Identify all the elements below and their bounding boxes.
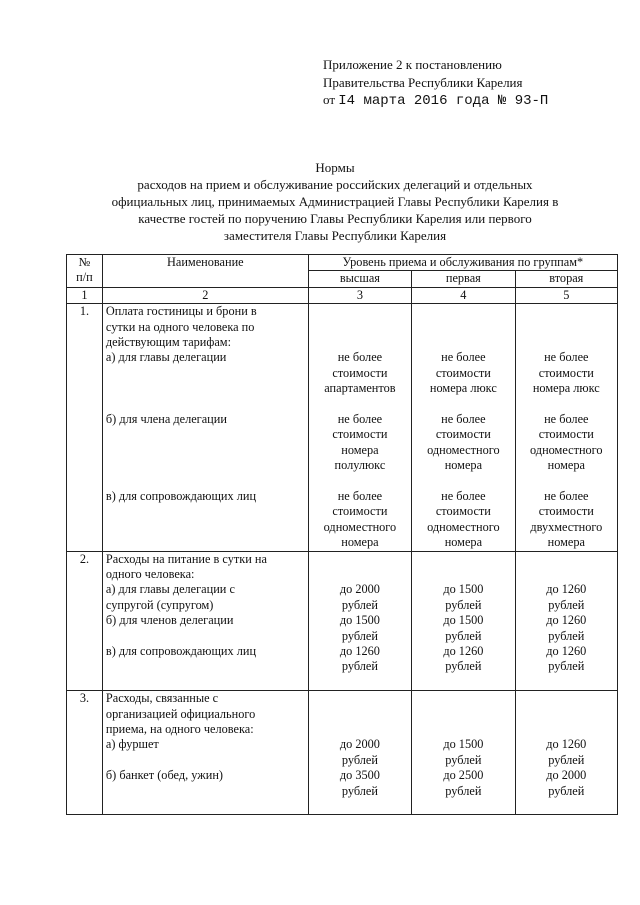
cell-text: не более	[337, 350, 383, 365]
cell-text: до 1500	[443, 737, 484, 752]
cell-text: до 1500	[339, 613, 380, 628]
line-spacer	[106, 458, 305, 473]
cell-text: номера	[444, 458, 483, 473]
row-number: 1.	[67, 304, 103, 551]
document-title	[60, 159, 610, 244]
cell-text: стоимости	[332, 504, 388, 519]
line-spacer	[519, 304, 614, 319]
cell-text: одного человека:	[105, 567, 195, 582]
cell-text: до 1500	[443, 613, 484, 628]
cell-text: до 2500	[443, 768, 484, 783]
cell-text: до 1260	[339, 644, 380, 659]
cell-text: рублей	[548, 628, 585, 643]
cell-text: б) для членов делегации	[105, 613, 234, 628]
header-group-1: высшая	[308, 271, 411, 287]
line-spacer	[106, 520, 305, 535]
row-number: 2.	[67, 551, 103, 691]
cell-text: одноместного	[530, 442, 603, 457]
cell-text: организацией официального	[105, 706, 256, 721]
line-spacer	[106, 799, 305, 814]
line-spacer	[519, 707, 614, 722]
cell-text: не более	[544, 350, 589, 365]
line-spacer	[312, 304, 408, 319]
cell-text: рублей	[341, 659, 378, 674]
cell-text: рублей	[445, 597, 482, 612]
title-heading: Нормы	[315, 160, 355, 175]
line-spacer	[519, 567, 614, 582]
cell-text: номера	[547, 535, 585, 550]
value-group-1	[308, 304, 411, 551]
cell-text: рублей	[445, 659, 482, 674]
annex-date-prefix: от	[323, 92, 339, 107]
cell-text: до 1500	[443, 582, 484, 597]
cell-text: рублей	[548, 752, 585, 767]
line-spacer	[415, 397, 511, 412]
value-group-2	[412, 551, 515, 691]
cell-text: рублей	[548, 783, 585, 798]
cell-text: апартаментов	[324, 381, 396, 396]
annex-line-3	[323, 91, 548, 111]
cell-text: рублей	[445, 783, 482, 798]
row-description	[102, 304, 308, 551]
cell-text: до 1260	[443, 644, 484, 659]
line-spacer	[415, 304, 511, 319]
cell-text: рублей	[341, 752, 378, 767]
value-group-1	[308, 691, 411, 815]
cell-text: одноместного	[427, 442, 500, 457]
col-number-5: 5	[515, 287, 617, 303]
line-spacer	[106, 784, 305, 799]
cell-text: стоимости	[538, 504, 594, 519]
cell-text: стоимости	[538, 365, 594, 380]
header-name: Наименование	[102, 255, 308, 288]
line-spacer	[519, 722, 614, 737]
line-spacer	[106, 397, 305, 412]
cell-text: до 1260	[546, 737, 587, 752]
title-line-1: расходов на прием и обслуживание российских делегаций и отдельных	[137, 177, 533, 192]
cell-text: в) для сопровождающих лиц	[105, 488, 257, 503]
cell-text: двухместного	[530, 519, 603, 534]
cell-text: полулюкс	[334, 458, 386, 473]
cell-text: супругой (супругом)	[105, 597, 214, 612]
title-line-3: качестве гостей по поручению Главы Республики Карелия или первого	[138, 211, 532, 226]
cell-text: не более	[441, 350, 486, 365]
line-spacer	[415, 335, 511, 350]
cell-text: рублей	[341, 628, 378, 643]
annex-line-2: Правительства Республики Карелия	[323, 74, 523, 90]
line-spacer	[106, 474, 305, 489]
title-line-4: заместителя Главы Республики Карелия	[223, 228, 447, 243]
cell-text: номера	[547, 458, 585, 473]
line-spacer	[312, 567, 408, 582]
header-group-3: вторая	[515, 271, 617, 287]
col-number-4: 4	[412, 287, 515, 303]
line-spacer	[106, 381, 305, 396]
line-spacer	[415, 722, 511, 737]
cell-text: стоимости	[435, 365, 491, 380]
table-row	[67, 551, 618, 691]
line-spacer	[312, 397, 408, 412]
value-group-2	[412, 691, 515, 815]
header-level: Уровень приема и обслуживания по группам*	[308, 255, 617, 271]
line-spacer	[519, 474, 614, 489]
cell-text: а) для главы делегации с	[105, 582, 235, 597]
cell-text: до 1260	[546, 582, 587, 597]
cell-text: не более	[544, 489, 589, 504]
line-spacer	[519, 335, 614, 350]
cell-text: до 2000	[339, 737, 380, 752]
cell-text: приема, на одного человека:	[105, 722, 254, 737]
table-row	[67, 691, 618, 815]
cell-text: до 1260	[546, 644, 587, 659]
line-spacer	[312, 722, 408, 737]
line-spacer	[415, 320, 511, 335]
cell-text: номера	[341, 535, 379, 550]
line-spacer	[519, 691, 614, 706]
line-spacer	[312, 552, 408, 567]
line-spacer	[312, 474, 408, 489]
cell-text: номера	[444, 535, 483, 550]
cell-text: №	[78, 255, 91, 269]
cell-text: п/п	[76, 270, 93, 285]
cell-text: одноместного	[427, 519, 500, 534]
col-number-3: 3	[308, 287, 411, 303]
header-numbers-row	[67, 287, 618, 303]
line-spacer	[106, 427, 305, 442]
cell-text: номера люкс	[429, 381, 497, 396]
row-description	[102, 551, 308, 691]
cell-text: рублей	[548, 597, 585, 612]
header-row-1	[67, 255, 618, 271]
cell-text: не более	[441, 412, 486, 426]
cell-text: рублей	[341, 597, 378, 612]
cell-text: рублей	[445, 628, 482, 643]
line-spacer	[312, 335, 408, 350]
cell-text: б) для члена делегации	[105, 412, 227, 427]
line-spacer	[106, 443, 305, 458]
cell-text: Расходы, связанные с	[105, 691, 219, 706]
row-number: 3.	[67, 691, 103, 815]
line-spacer	[312, 320, 408, 335]
value-group-2	[412, 304, 515, 551]
annex-line-1: Приложение 2 к постановлению	[323, 57, 502, 72]
cell-text: рублей	[445, 752, 482, 767]
line-spacer	[415, 707, 511, 722]
cell-text: действующим тарифам:	[105, 335, 232, 350]
cell-text: рублей	[548, 659, 585, 674]
cell-text: одноместного	[323, 519, 397, 534]
line-spacer	[312, 691, 408, 706]
cell-text: рублей	[341, 783, 378, 798]
cell-text: стоимости	[435, 504, 491, 519]
cell-text: Расходы на питание в сутки на	[105, 551, 267, 566]
line-spacer	[519, 320, 614, 335]
cell-text: сутки на одного человека по	[105, 319, 255, 334]
norms-table	[66, 254, 618, 815]
header-num	[67, 255, 103, 288]
cell-text: номера люкс	[532, 381, 600, 396]
line-spacer	[106, 366, 305, 381]
annex-date-stamp: I4 марта 2016 года № 93-П	[338, 93, 549, 109]
line-spacer	[415, 474, 511, 489]
col-number-1: 1	[67, 287, 103, 303]
value-group-3	[515, 304, 617, 551]
table-row	[67, 304, 618, 551]
col-number-2: 2	[102, 287, 308, 303]
cell-text: Оплата гостиницы и брони в	[105, 304, 257, 319]
cell-text: стоимости	[538, 427, 594, 442]
line-spacer	[519, 397, 614, 412]
header-group-2: первая	[412, 271, 515, 287]
cell-text: не более	[337, 489, 383, 504]
line-spacer	[106, 504, 305, 519]
line-spacer	[519, 552, 614, 567]
cell-text: а) для главы делегации	[105, 350, 227, 365]
line-spacer	[415, 691, 511, 706]
value-group-3	[515, 551, 617, 691]
cell-text: в) для сопровождающих лиц	[105, 644, 257, 659]
cell-text: до 1260	[546, 613, 587, 628]
cell-text: не более	[544, 412, 589, 426]
line-spacer	[106, 535, 305, 550]
cell-text: а) фуршет	[105, 737, 159, 752]
cell-text: не более	[337, 412, 383, 426]
value-group-1	[308, 551, 411, 691]
line-spacer	[415, 552, 511, 567]
line-spacer	[106, 629, 305, 644]
cell-text: до 2000	[339, 582, 380, 597]
cell-text: стоимости	[332, 365, 388, 380]
row-description	[102, 691, 308, 815]
line-spacer	[106, 659, 305, 674]
cell-text: стоимости	[435, 427, 491, 442]
cell-text: до 2000	[546, 768, 587, 783]
cell-text: до 3500	[339, 768, 380, 783]
cell-text: не более	[441, 489, 486, 504]
cell-text: номера	[341, 442, 379, 457]
cell-text: стоимости	[332, 427, 388, 442]
line-spacer	[415, 567, 511, 582]
line-spacer	[106, 753, 305, 768]
value-group-3	[515, 691, 617, 815]
cell-text: б) банкет (обед, ужин)	[105, 768, 223, 783]
line-spacer	[106, 675, 305, 690]
line-spacer	[312, 707, 408, 722]
title-line-2: официальных лиц, принимаемых Администрацией Главы Республики Карелия в	[111, 194, 559, 209]
annex-header	[323, 56, 548, 111]
